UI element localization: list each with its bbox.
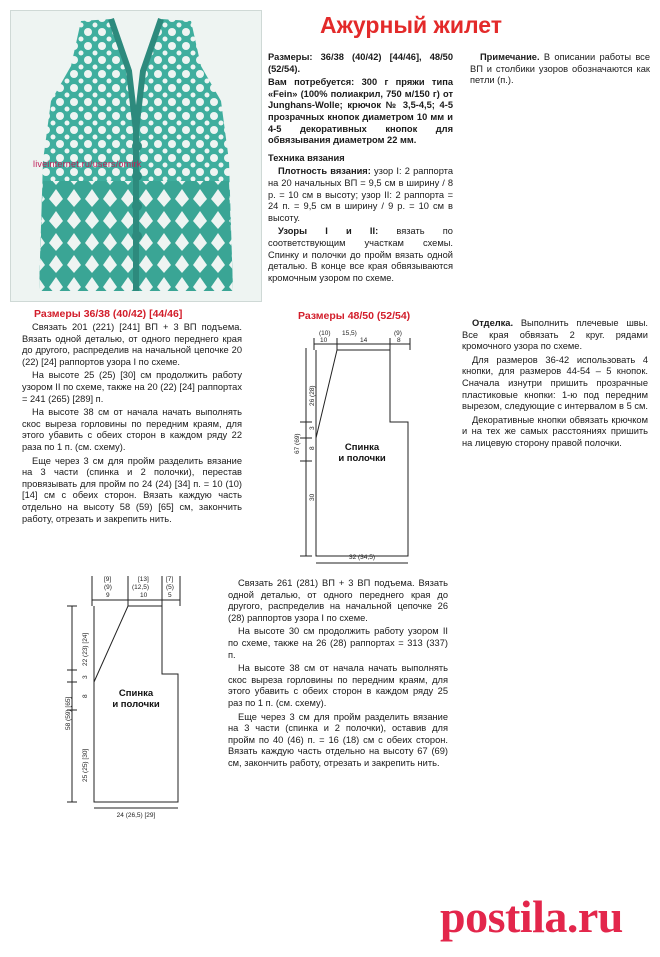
section2-p4: Еще через 3 см для пройм разделить вязание на 3 части (спинка и 2 полочки), оставив для пройм по 40 (46) п. = 16 (18) см с обеих сторон. Вязать каждую часть отдельно на высоту 67 (69) см, закончить работу, отрезать и закрепить нить. <box>228 711 448 768</box>
finishing-p3: Декоративные кнопки обвязать крючком и на тех же самых расстояниях пришить на лицевую сторону правой полочки. <box>462 414 648 448</box>
finishing-p1: Выполнить плечевые швы. Все края обвязать 2 круг. рядами кромочного узора по схеме. <box>462 318 648 352</box>
intro-column <box>268 52 453 286</box>
diagram1-top-2: (9) <box>394 330 402 337</box>
diagram2-top-4: (12,5) <box>132 584 149 591</box>
diagram2-top-1: [13] <box>138 576 149 583</box>
diagram-36-46 <box>65 570 190 825</box>
sizes-label: Размеры: <box>268 52 313 62</box>
diagram2-side-4: 25 (25) [30] <box>82 748 89 782</box>
technique-title: Техника вязания <box>268 152 345 163</box>
diagram-48-50 <box>290 326 430 571</box>
page-title: Ажурный жилет <box>320 12 503 38</box>
diagram2-top-7: 10 <box>140 592 148 599</box>
diagram2-top-5: (5) <box>166 584 174 591</box>
diagram2-side-3: 58 (59) [65] <box>65 696 72 730</box>
materials-label: Вам потребуется: <box>268 77 355 88</box>
diagram1-top-0: (10) <box>319 330 331 337</box>
diagram2-top-6: 9 <box>106 592 110 599</box>
postila-logo: postila.ru <box>440 891 623 942</box>
patterns-label: Узоры I и II: <box>278 226 379 237</box>
diagram2-bottom: 24 (26,5) [29] <box>116 812 156 819</box>
section2-text <box>228 578 448 772</box>
vest-illustration <box>11 11 261 301</box>
diagram2-top-8: 5 <box>168 592 172 599</box>
finishing-block <box>462 318 648 452</box>
section1-p2: На высоте 25 (25) [30] см продолжить работу узором II по схеме, также на 20 (22) [24] раппортах = 241 (265) [289] п. <box>22 370 242 404</box>
diagram2-label-1: Спинка <box>118 688 154 699</box>
patterns-text: вязать по соответствующим участкам схемы. Спинку и полочки до пройм вязать одной деталью. В конце все края обвязываются кромочным узором по схеме. <box>268 226 453 283</box>
sizes-text: 36/38 (40/42) [44/46], 48/50 (52/54). <box>268 52 453 74</box>
diagram1-label-2: и полочки <box>338 453 386 464</box>
section2-title: Размеры 48/50 (52/54) <box>298 310 411 322</box>
diagram1-top-3: 10 <box>320 337 328 344</box>
diagram1-top-4: 14 <box>360 337 368 344</box>
watermark: liveinternet.ru/users/omirk <box>33 159 142 169</box>
diagram1-side-2: 8 <box>309 446 316 450</box>
section1-p1: Связать 201 (221) [241] ВП + 3 ВП подъема. Вязать одной деталью, от одного переднего края до другого, распределив на начальной цепочке 20 (22) [24] раппортов узора I по схеме. <box>22 322 242 367</box>
diagram2-side-0: 22 (23) [24] <box>82 632 89 666</box>
section1-p4: Еще через 3 см для пройм разделить вязание на 3 части (спинка и 2 полочки), перестав провязывать для пройм по 24 (24) [34] п. = 10 (10) [14] см с обеих сторон. Вязать каждую часть отдельно на высоту 58 (59) [65] см, закончить работу, отрезать и закрепить нить. <box>22 455 242 524</box>
diagram1-bottom: 32 (34,5) <box>348 554 376 561</box>
section1-title: Размеры 36/38 (40/42) [44/46] <box>34 308 183 320</box>
section2-p1: Связать 261 (281) ВП + 3 ВП подъема. Вязать одной деталью, от одного переднего края до другого, распределив на начальной цепочке 26 (28) раппортов узора I по схеме. <box>228 578 448 623</box>
diagram1-side-3: 67 (69) <box>294 433 301 454</box>
section2-p3: На высоте 38 см от начала начать выполнять скос выреза горловины по передним краям, для этого убавить с обеих сторон в каждом ряду 25 раз по 1 п. (см. схему). <box>228 663 448 708</box>
diagram1-side-0: 26 (28) <box>309 385 316 406</box>
diagram1-label-1: Спинка <box>344 442 380 453</box>
note-label: Примечание. <box>480 52 540 62</box>
finishing-label: Отделка. <box>472 318 514 328</box>
note-block <box>470 52 650 89</box>
section2-p2: На высоте 30 см продолжить работу узором II по схеме, также на 26 (28) раппортах = 313 (337) п. <box>228 626 448 660</box>
density-text: узор I: 2 раппорта на 20 начальных ВП = 9,5 см в ширину / 8 р. = 10 см в высоту; узор II: 2 раппорта = 24 п. = 9,5 см в ширину / 9 р. = 10 см в высоту. <box>268 166 453 223</box>
density-label: Плотность вязания: <box>278 166 371 177</box>
diagram2-side-1: 3 <box>82 675 89 679</box>
diagram1-side-1: 3 <box>309 426 316 430</box>
materials-text: 300 г пряжи типа «Fein» (100% полиакрил, 750 м/150 г) от Junghans-Wolle; крючок № 3,5-4,5; 4-5 прозрачных кнопок диаметром 10 мм и 4-5 декоративных кнопок для обвязывания диаметром 22 мм. <box>268 77 453 146</box>
diagram2-side-2: 8 <box>82 694 89 698</box>
diagram2-top-0: [9] <box>104 576 112 583</box>
diagram1-top-1: 15,5) <box>342 330 357 337</box>
diagram2-top-3: (9) <box>104 584 112 591</box>
diagram1-side-4: 30 <box>309 493 316 501</box>
diagram2-top-2: [7] <box>166 576 174 583</box>
finishing-p2: Для размеров 36-42 использовать 4 кнопки, для размеров 44-54 – 5 кнопок. Сначала изнутри пришить прозрачные пластиковые кнопки: 1-ю под передним вырезом, следующие с интервалом в 5 см. <box>462 354 648 412</box>
diagram2-label-2: и полочки <box>112 699 160 710</box>
note-text: В описании работы все ВП и столбики узоров обозначаются как петли (п.). <box>470 52 650 86</box>
section1-text <box>22 322 242 527</box>
diagram1-top-5: 8 <box>397 337 401 344</box>
section1-p3: На высоте 38 см от начала начать выполнять скос выреза горловины по передним краям, для этого убавить с обеих сторон в каждом ряду 22 раза по 1 п. (см. схему). <box>22 407 242 452</box>
vest-photo <box>10 10 262 302</box>
